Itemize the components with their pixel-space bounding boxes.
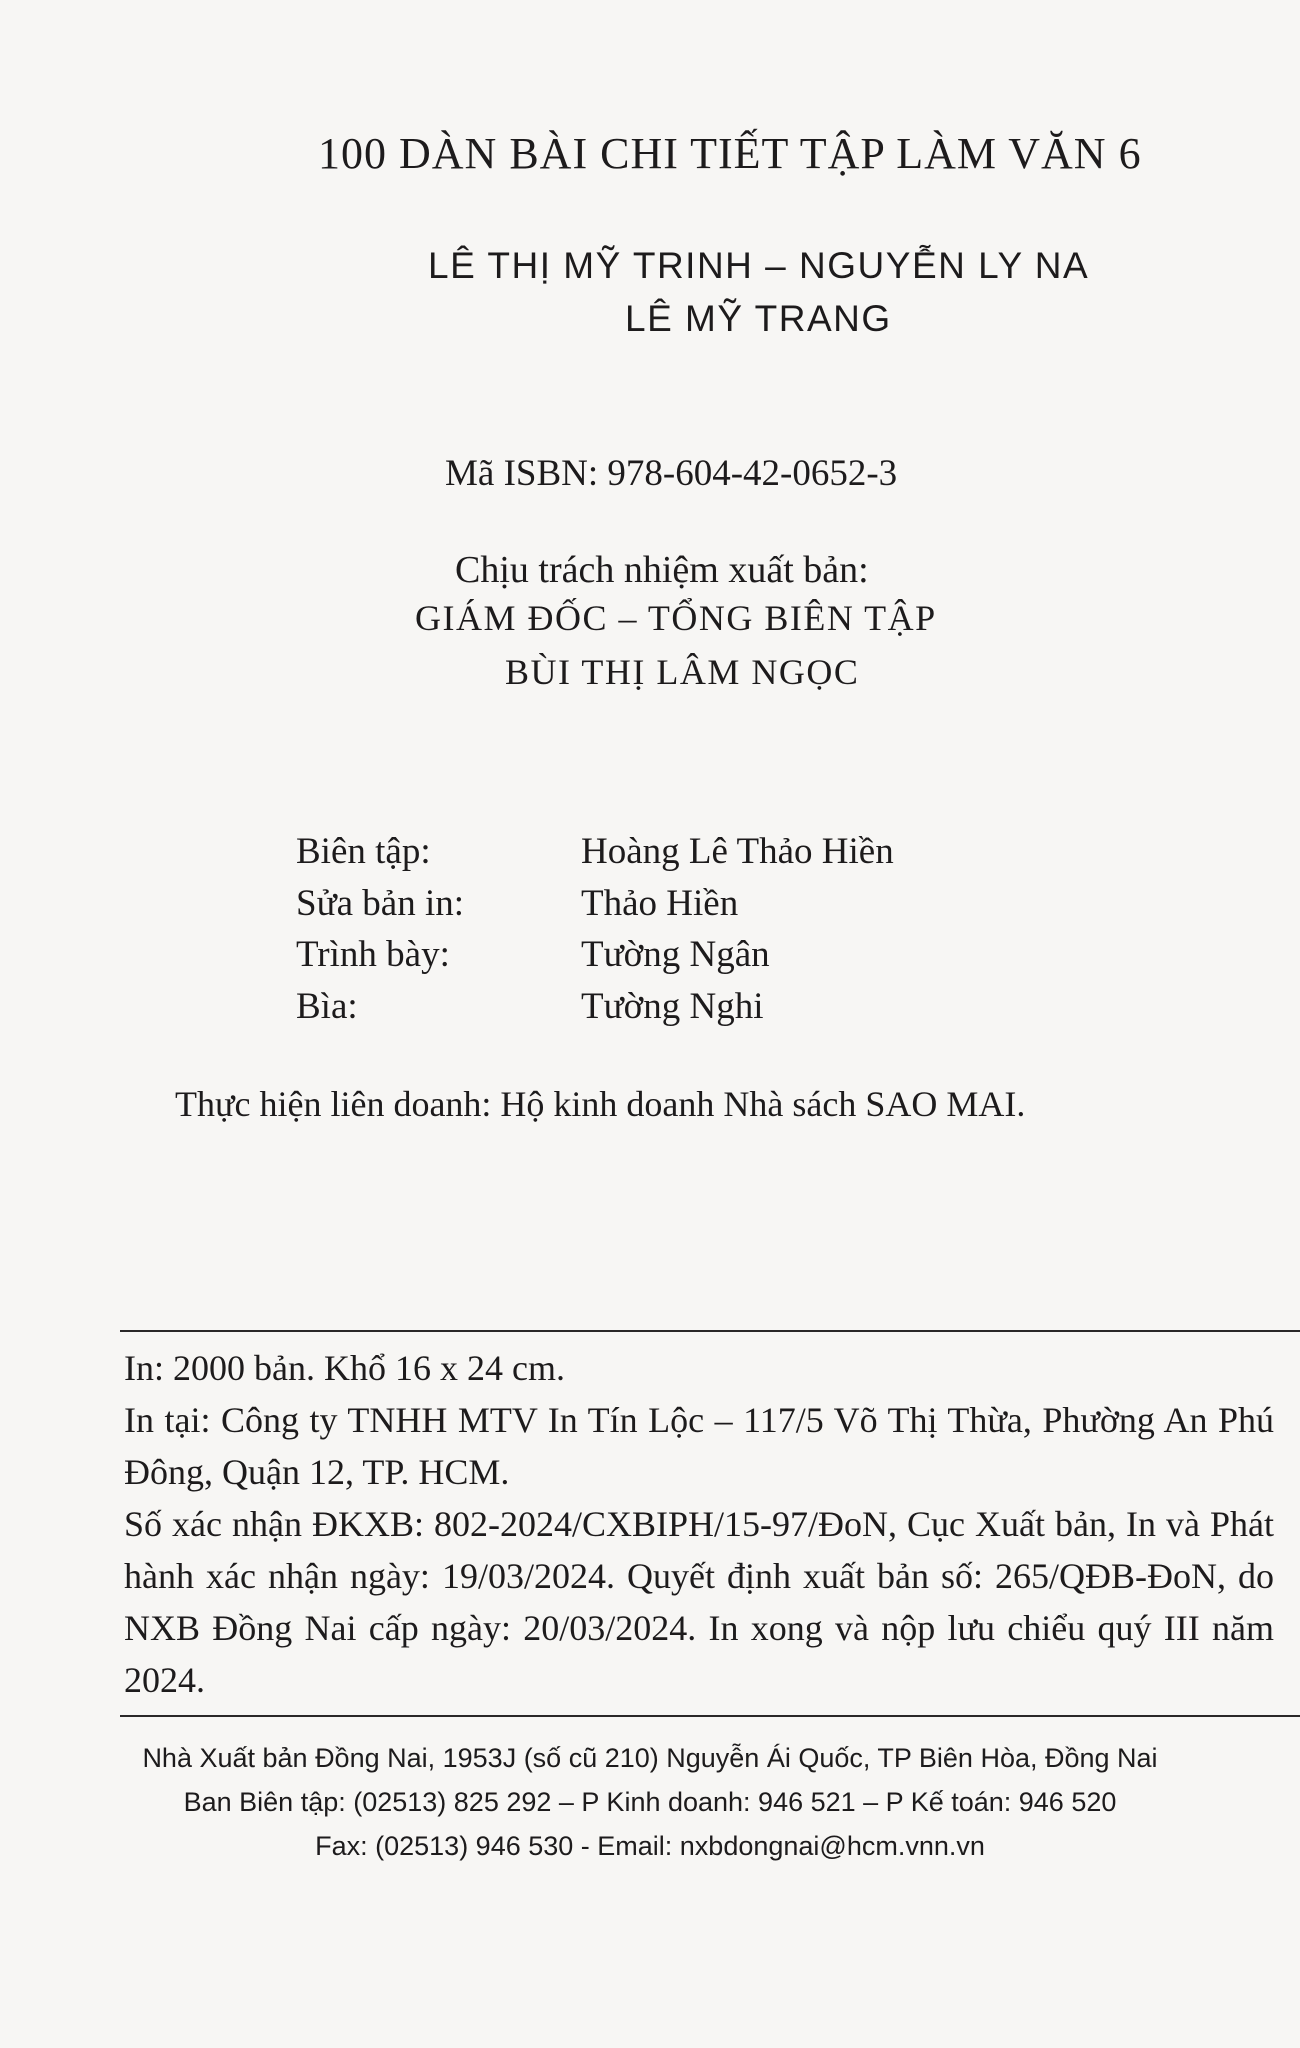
isbn: Mã ISBN: 978-604-42-0652-3 [445,453,898,494]
credit-name: Hoàng Lê Thảo Hiền [581,831,894,873]
authors-line-2: LÊ MỸ TRANG [625,298,892,339]
publisher-address: Nhà Xuất bản Đồng Nai, 1953J (số cũ 210) Nguyễn Ái Quốc, TP Biên Hòa, Đồng Nai [142,1743,1158,1773]
credit-name: Tường Nghi [581,985,764,1027]
divider-top [120,1330,1300,1332]
book-title: 100 DÀN BÀI CHI TIẾT TẬP LÀM VĂN 6 [318,129,1142,178]
credit-role: Sửa bản in: [296,882,465,924]
credit-row-proofreader [296,878,894,930]
credit-row-editor [296,826,894,878]
responsibility-role: GIÁM ĐỐC – TỔNG BIÊN TẬP [415,598,937,638]
joint-venture-note: Thực hiện liên doanh: Hộ kinh doanh Nhà sách SAO MAI. [175,1084,1026,1124]
publisher-info [0,1736,1300,1868]
credit-role: Bìa: [296,985,358,1027]
registration-info: Số xác nhận ĐKXB: 802-2024/CXBIPH/15-97/ĐoN, Cục Xuất bản, In và Phát hành xác nhận ngày: 19/03/2024. Quyết định xuất bản số: 265/QĐB-ĐoN, do NXB Đồng Nai cấp ngày: 20/03/2024. In xong và nộp lưu chiểu quý III năm 2024. [124,1504,1274,1700]
credit-name: Thảo Hiền [581,882,739,924]
publisher-contact: Fax: (02513) 946 530 - Email: nxbdongnai@hcm.vnn.vn [315,1831,985,1861]
print-run: In: 2000 bản. Khổ 16 x 24 cm. [124,1348,565,1388]
responsibility-name: BÙI THỊ LÂM NGỌC [505,652,860,692]
publisher-phones: Ban Biên tập: (02513) 825 292 – P Kinh doanh: 946 521 – P Kế toán: 946 520 [183,1787,1117,1817]
credit-row-layout [296,929,894,981]
divider-bottom [120,1715,1300,1717]
credit-role: Biên tập: [296,831,431,873]
credit-name: Tường Ngân [581,934,770,976]
authors-line-1: LÊ THỊ MỸ TRINH – NGUYỄN LY NA [428,245,1090,286]
responsibility-label: Chịu trách nhiệm xuất bản: [455,549,869,591]
credit-role: Trình bày: [296,934,450,976]
printing-info [124,1342,1274,1706]
credits-list [296,826,894,1032]
credit-row-cover [296,981,894,1033]
printed-at: In tại: Công ty TNHH MTV In Tín Lộc – 117/5 Võ Thị Thừa, Phường An Phú Đông, Quận 12, TP. HCM. [124,1400,1274,1492]
